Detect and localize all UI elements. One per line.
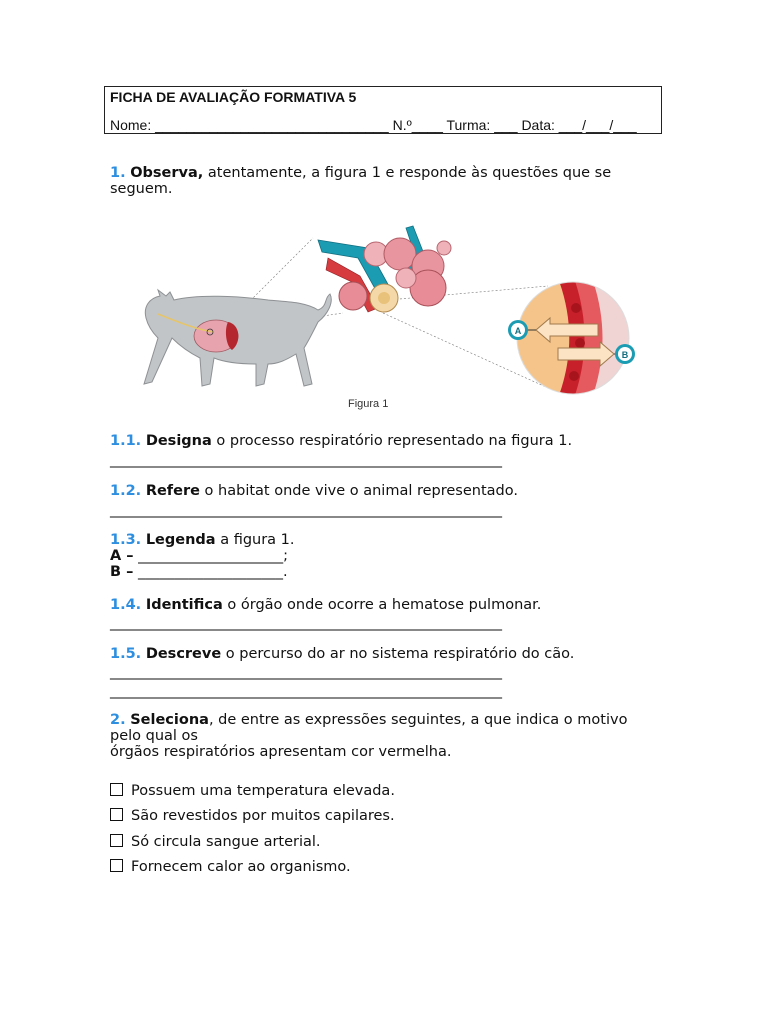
legend-a-line[interactable]: ____________________;	[133, 548, 289, 564]
legend-a-label: A –	[110, 548, 134, 564]
option-label: São revestidos por muitos capilares.	[131, 808, 395, 824]
option-item[interactable]	[110, 808, 395, 824]
figure-label-a: A	[514, 326, 522, 336]
option-item[interactable]	[110, 834, 321, 850]
question-2	[110, 712, 627, 760]
answer-line[interactable]: __________________________________________________________	[110, 683, 502, 699]
question-number: 1.3.	[110, 532, 142, 548]
question-1-5	[110, 646, 574, 662]
question-number: 1.1.	[110, 433, 142, 449]
question-text: o processo respiratório representado na figura 1.	[211, 433, 573, 449]
option-label: Possuem uma temperatura elevada.	[131, 783, 395, 799]
question-number: 2.	[110, 712, 126, 728]
answer-line[interactable]: __________________________________________________________	[110, 452, 502, 468]
question-text-continued: órgãos respiratórios apresentam cor vermelha.	[110, 744, 452, 760]
question-number: 1.4.	[110, 597, 142, 613]
question-number: 1.	[110, 165, 126, 181]
question-text-continued: pelo qual os	[110, 728, 198, 744]
figure-1-illustration	[128, 218, 648, 418]
question-1-3	[110, 532, 295, 580]
question-1-2	[110, 483, 518, 499]
legend-b-line[interactable]: ____________________.	[133, 564, 288, 580]
answer-line[interactable]: __________________________________________________________	[110, 615, 502, 631]
option-label: Fornecem calor ao organismo.	[131, 859, 351, 875]
question-number: 1.2.	[110, 483, 142, 499]
header-box	[104, 86, 662, 134]
question-verb: Designa	[145, 433, 212, 449]
alveoli-cluster	[318, 226, 451, 312]
question-text: o órgão onde ocorre a hematose pulmonar.	[222, 597, 542, 613]
question-1-1	[110, 433, 572, 449]
question-1-4	[110, 597, 541, 613]
question-verb: Seleciona	[130, 712, 209, 728]
checkbox[interactable]	[110, 808, 123, 821]
checkbox[interactable]	[110, 783, 123, 796]
question-text: o habitat onde vive o animal representado.	[199, 483, 518, 499]
question-number: 1.5.	[110, 646, 142, 662]
question-text: , de entre as expressões seguintes, a que indica o motivo	[208, 712, 628, 728]
question-verb: Descreve	[145, 646, 222, 662]
answer-line[interactable]: __________________________________________________________	[110, 664, 502, 680]
question-text-continued: seguem.	[110, 181, 173, 197]
question-1	[110, 165, 611, 197]
student-info-line: Nome: ______________________________ N.º____ Turma: ___ Data: ___/___/___	[110, 117, 637, 133]
checkbox[interactable]	[110, 859, 123, 872]
figure-caption: Figura 1	[348, 398, 389, 410]
figure-1	[128, 218, 648, 418]
worksheet-title: FICHA DE AVALIAÇÃO FORMATIVA 5	[110, 89, 357, 105]
question-text: a figura 1.	[215, 532, 295, 548]
cat-illustration	[144, 290, 331, 386]
question-verb: Refere	[145, 483, 200, 499]
legend-b-label: B –	[110, 564, 134, 580]
figure-label-b: B	[621, 350, 629, 360]
answer-line[interactable]: __________________________________________________________	[110, 502, 502, 518]
question-verb: Identifica	[145, 597, 223, 613]
question-text: atentamente, a figura 1 e responde às questões que se	[203, 165, 612, 181]
question-verb: Legenda	[145, 532, 216, 548]
question-text: o percurso do ar no sistema respiratório do cão.	[221, 646, 575, 662]
option-item[interactable]	[110, 859, 351, 875]
question-verb: Observa,	[130, 165, 204, 181]
option-label: Só circula sangue arterial.	[131, 834, 321, 850]
checkbox[interactable]	[110, 834, 123, 847]
option-item[interactable]	[110, 783, 395, 799]
capillary-zoom-circle	[508, 278, 635, 398]
